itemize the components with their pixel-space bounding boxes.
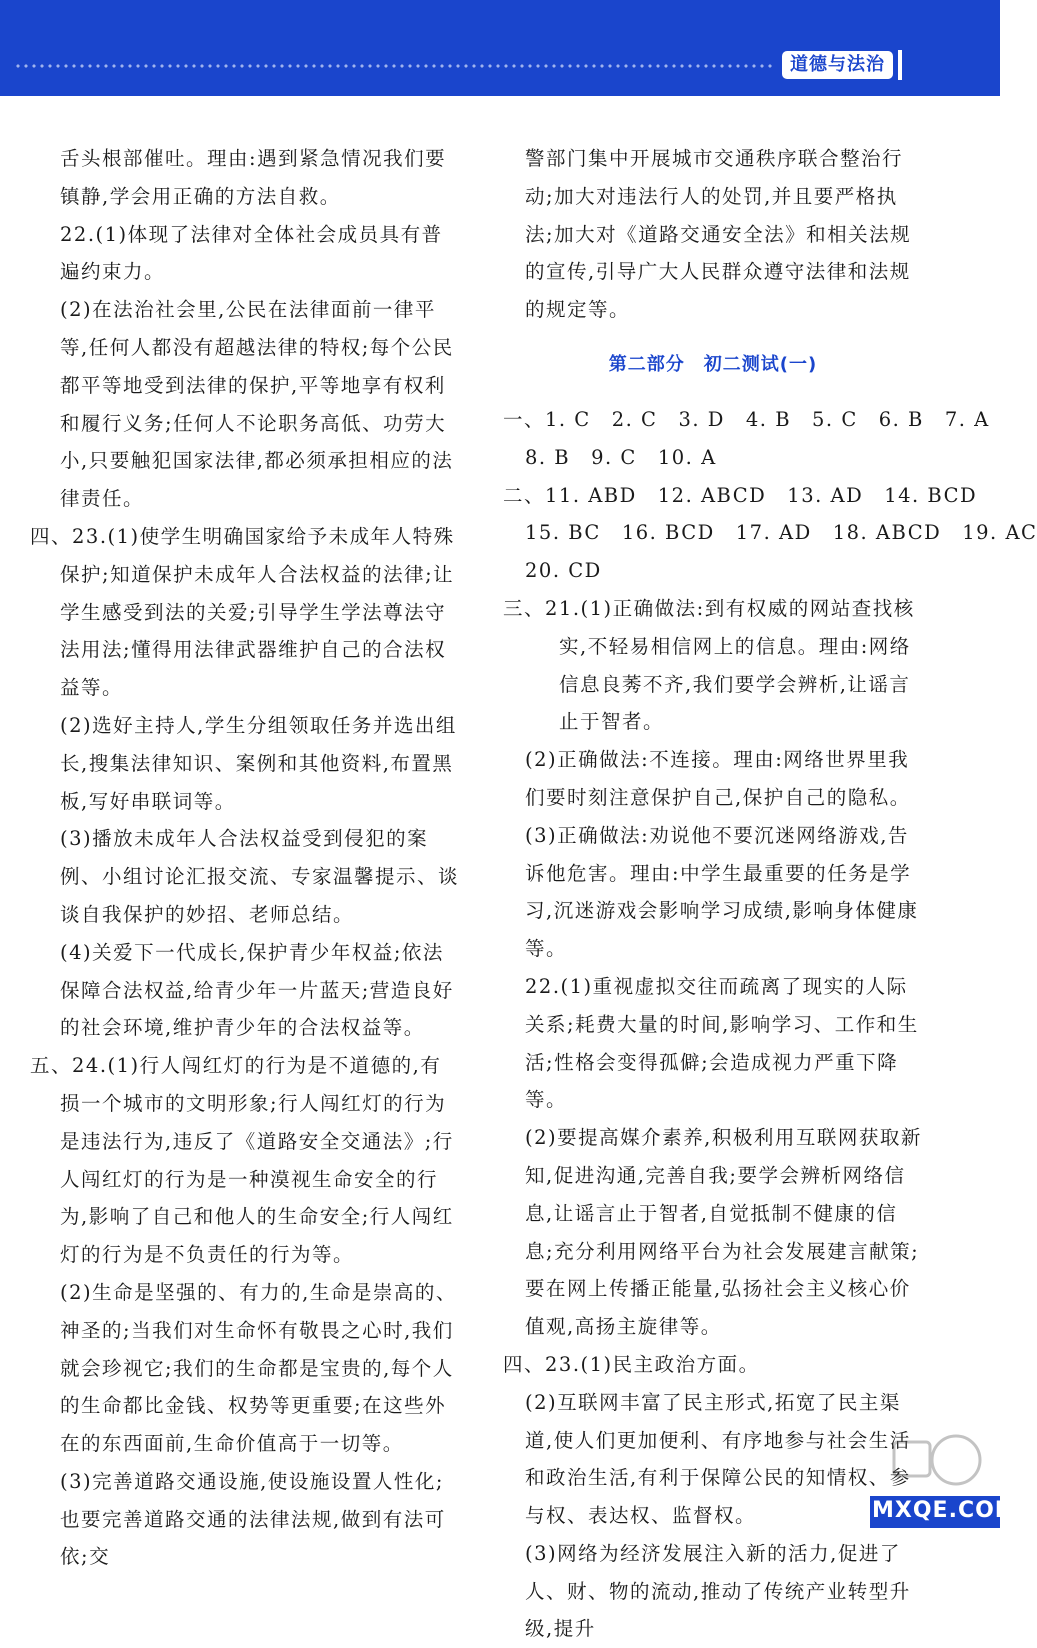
header-divider [898, 50, 902, 80]
answer-paragraph: (2)正确做法:不连接。理由:网络世界里我们要时刻注意保护自己,保护自己的隐私。 [525, 748, 911, 809]
choice-answers [503, 401, 1037, 590]
choice-answer-row: 一、1. C 2. C 3. D 4. B 5. C 6. B 7. A [503, 407, 990, 431]
answer-paragraph: (2)要提高媒介素养,积极利用互联网获取新知,促进沟通,完善自我;要学会辨析网络信息,让谣言止于智者,自觉抵制不健康的信息;充分利用网络平台为社会发展建言献策;要在网上传播正能量,弘扬社会主义核心价值观,高扬主旋律等。 [525, 1126, 922, 1339]
watermark-text: MXQE.COM [872, 1498, 1018, 1523]
seal-logo [890, 1420, 982, 1492]
answer-paragraph: 四、23.(1)民主政治方面。 [503, 1352, 760, 1376]
dotted-rule [14, 64, 774, 68]
answer-paragraph: 四、23.(1)使学生明确国家给予未成年人特殊保护;知道保护未成年人合法权益的法律;让学生感受到法的关爱;引导学生学法尊法守法用法;懂得用法律武器维护自己的合法权益等。 [30, 524, 455, 700]
answer-paragraph: (2)在法治社会里,公民在法律面前一律平等,任何人都没有超越法律的特权;每个公民都平等地受到法律的保护,平等地享有权利和履行义务;任何人不论职务高低、功劳大小,只要触犯国家法律,都必须承担相应的法律责任。 [60, 298, 454, 511]
right-column-continued [503, 140, 923, 329]
answer-paragraph: 三、21.(1)正确做法:到有权威的网站查找核实,不轻易相信网上的信息。理由:网络信息良莠不齐,我们要学会辨析,让谣言止于智者。 [503, 596, 915, 734]
choice-answer-row: 20. CD [525, 559, 602, 583]
answer-paragraph: 22.(1)体现了法律对全体社会成员具有普遍约束力。 [60, 222, 443, 284]
answer-paragraph: (3)播放未成年人合法权益受到侵犯的案例、小组讨论汇报交流、专家温馨提示、谈谈自我保护的妙招、老师总结。 [60, 827, 460, 926]
header-banner [0, 0, 1000, 96]
answer-paragraph: (2)生命是坚强的、有力的,生命是崇高的、神圣的;当我们对生命怀有敬畏之心时,我们就会珍视它;我们的生命都是宝贵的,每个人的生命都比金钱、权势等更重要;在这些外在的东西面前,生命价值高于一切等。 [60, 1280, 457, 1456]
choice-answer-row: 15. BC 16. BCD 17. AD 18. ABCD 19. AC [525, 521, 1037, 545]
answer-paragraph: (2)互联网丰富了民主形式,拓宽了民主渠道,使人们更加便利、有序地参与社会生活和政治生活,有利于保障公民的知情权、参与权、表达权、监督权。 [525, 1390, 911, 1528]
choice-answer-row: 二、11. ABD 12. ABCD 13. AD 14. BCD [503, 483, 978, 507]
subject-label: 道德与法治 [782, 51, 893, 79]
right-column-answers [503, 590, 923, 1648]
answer-paragraph: (4)关爱下一代成长,保护青少年权益;依法保障合法权益,给青少年一片蓝天;营造良好的社会环境,维护青少年的合法权益等。 [60, 940, 454, 1040]
section-title: 第二部分 初二测试(一) [608, 353, 818, 375]
answer-paragraph: 舌头根部催吐。理由:遇到紧急情况我们要镇静,学会用正确的方法自救。 [60, 147, 447, 208]
answer-paragraph: (3)网络为经济发展注入新的活力,促进了人、财、物的流动,推动了传统产业转型升级,提升 [525, 1541, 911, 1641]
answer-paragraph: 警部门集中开展城市交通秩序联合整治行动;加大对违法行人的处罚,并且要严格执法;加大对《道路交通安全法》和相关法规的宣传,引导广大人民群众遵守法律和法规的规定等。 [525, 147, 912, 322]
answer-paragraph: 五、24.(1)行人闯红灯的行为是不道德的,有损一个城市的文明形象;行人闯红灯的行为是违法行为,违反了《道路安全交通法》;行人闯红灯的行为是一种漠视生命安全的行为,影响了自己和他人的生命安全;行人闯红灯的行为是不负责任的行为等。 [30, 1054, 454, 1267]
left-column [30, 140, 460, 1576]
answer-paragraph: (3)正确做法:劝说他不要沉迷网络游戏,告诉他危害。理由:中学生最重要的任务是学习,沉迷游戏会影响学习成绩,影响身体健康等。 [525, 823, 919, 961]
answer-paragraph: (3)完善道路交通设施,使设施设置人性化;也要完善道路交通的法律法规,做到有法可依;交 [60, 1469, 446, 1569]
choice-answer-row: 8. B 9. C 10. A [525, 445, 717, 469]
answer-paragraph: (2)选好主持人,学生分组领取任务并选出组长,搜集法律知识、案例和其他资料,布置黑板,写好串联词等。 [60, 713, 457, 813]
answer-paragraph: 22.(1)重视虚拟交往而疏离了现实的人际关系;耗费大量的时间,影响学习、工作和生活;性格会变得孤僻;会造成视力严重下降等。 [525, 974, 919, 1112]
